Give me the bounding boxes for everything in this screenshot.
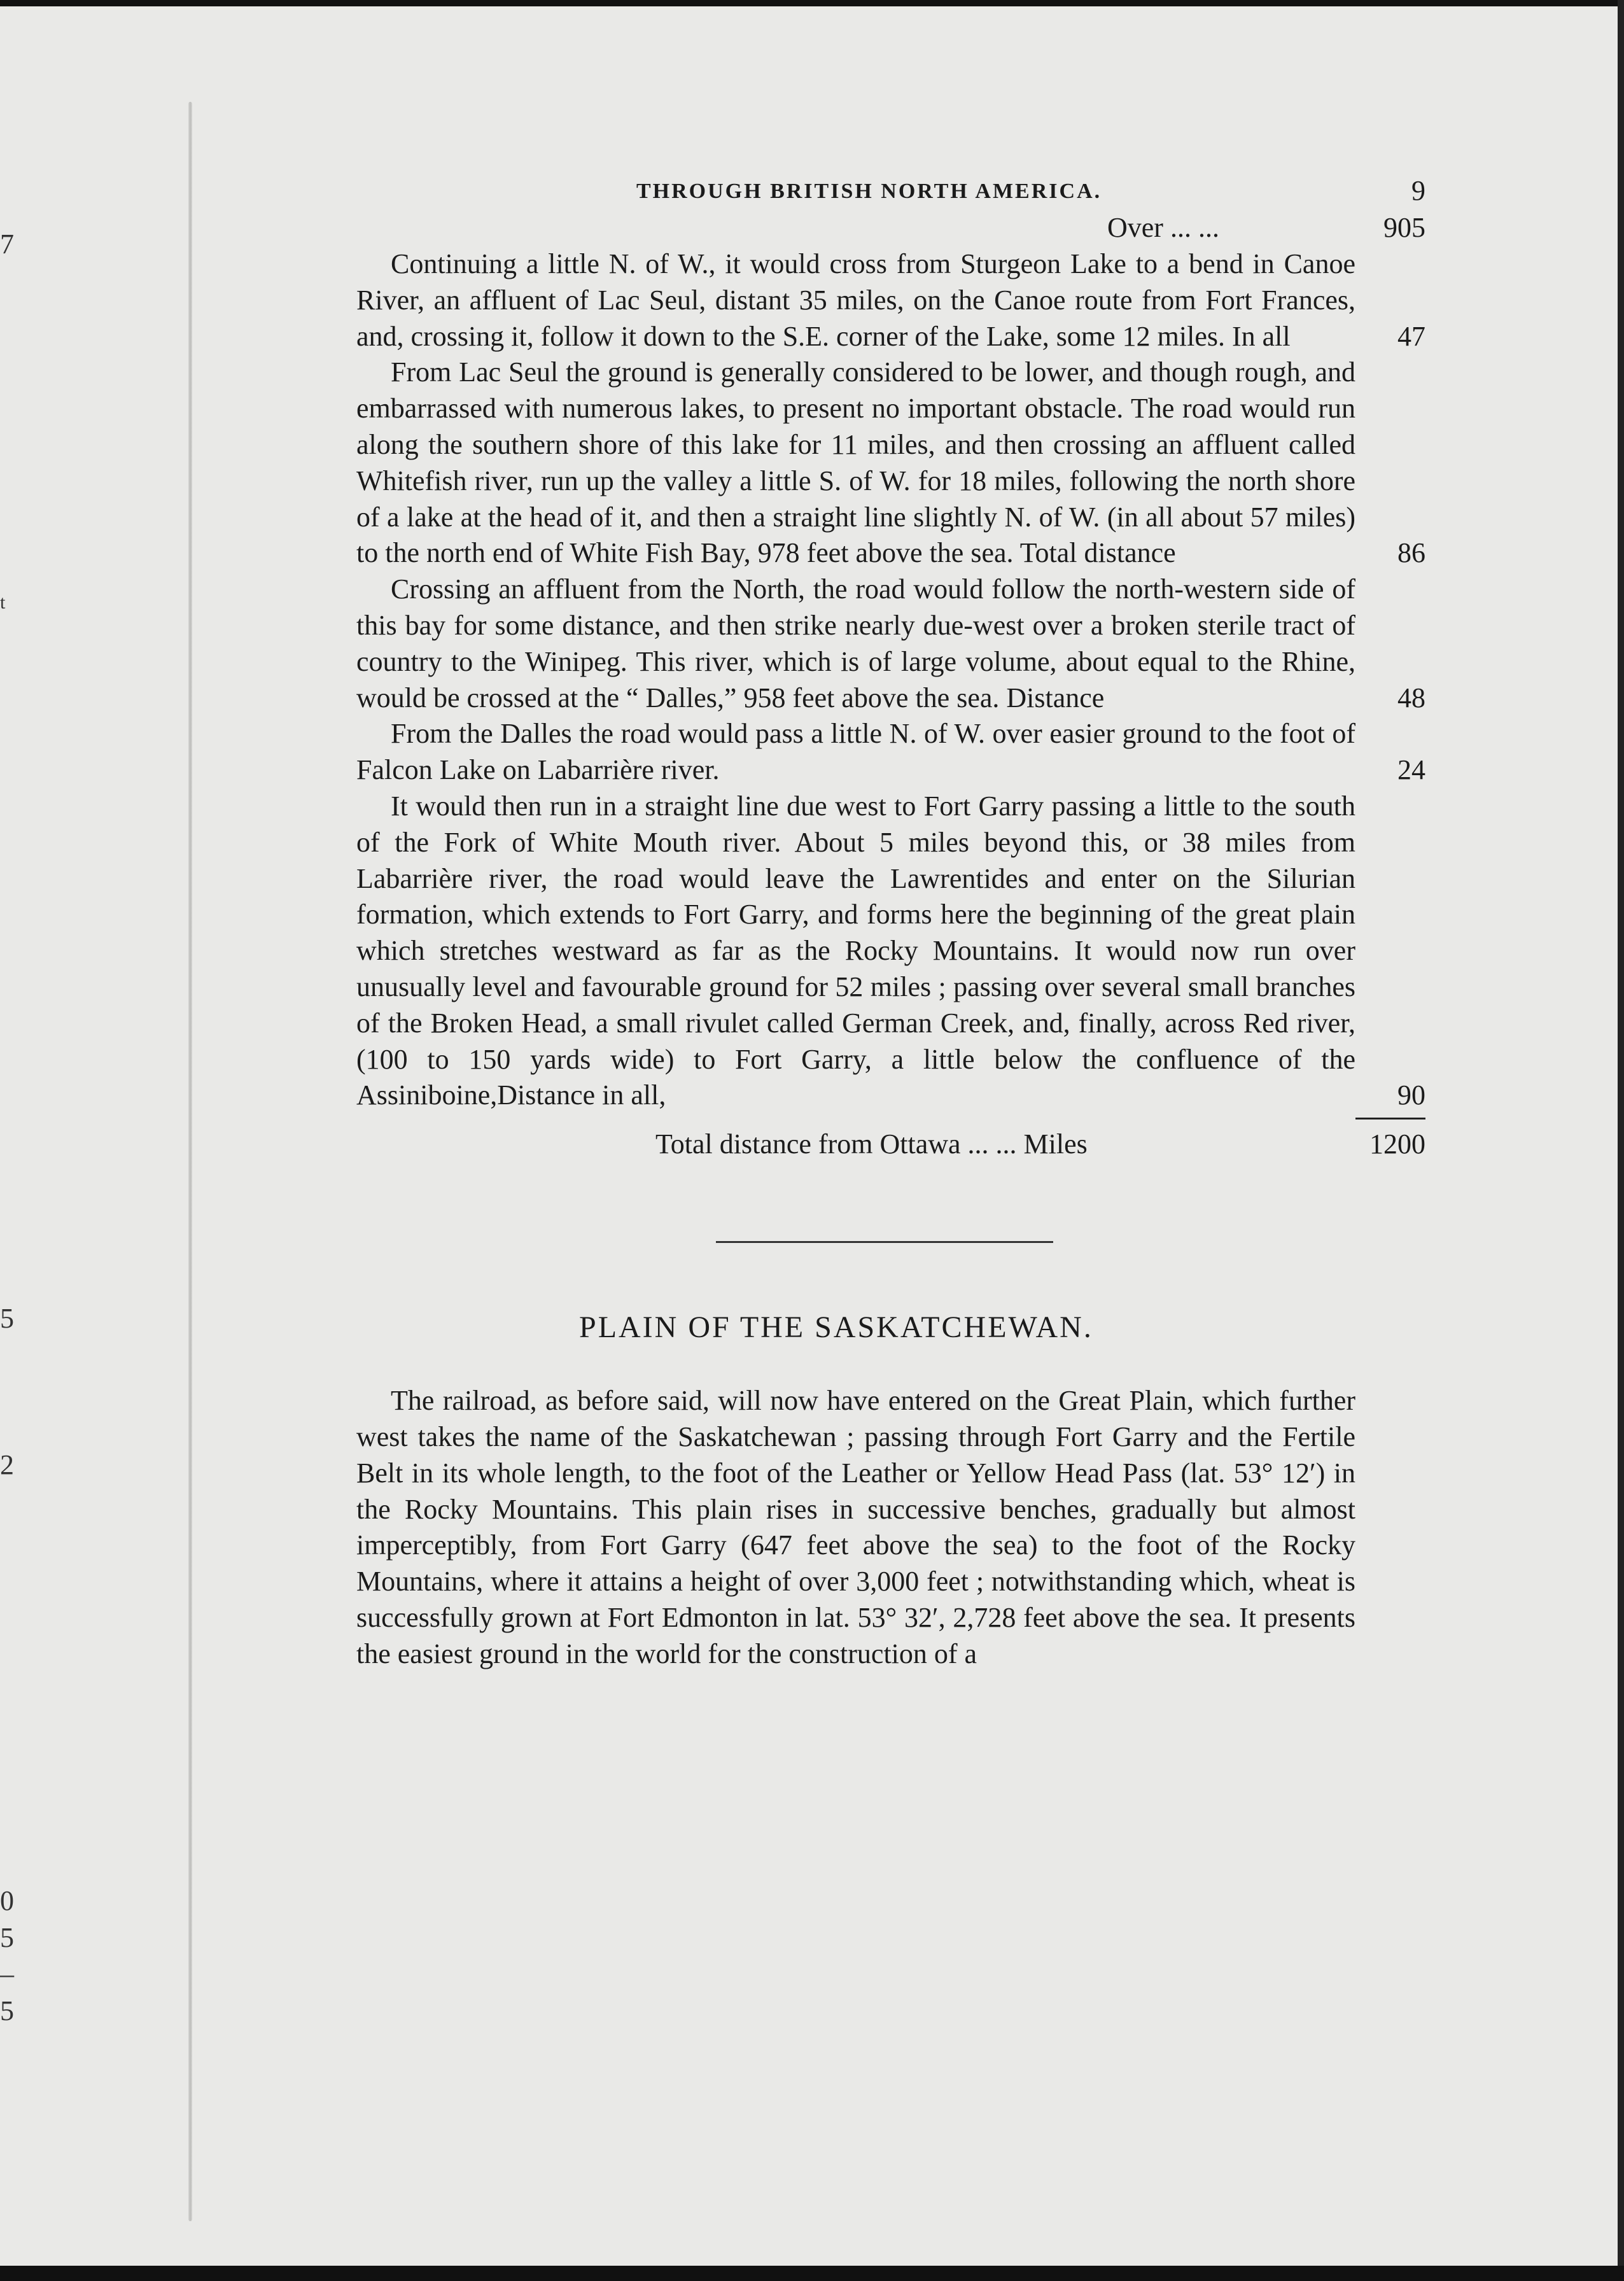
distance-ledger xyxy=(356,210,1425,1165)
margin-fragment: 2 xyxy=(0,1449,14,1480)
running-title: THROUGH BRITISH NORTH AMERICA. xyxy=(636,179,1102,203)
ledger-entry xyxy=(356,572,1425,716)
ledger-entry-miles: 48 xyxy=(1397,682,1425,713)
ledger-entry-text: It would then run in a straight line due west to Fort Garry passing a little to the south of the Fork of White Mouth river. About 5 miles beyond this, or 38 miles from Labarrière river, the road would leave the Lawrentides and enter on the Silurian formation, which extends to Fort Garry, and forms here the beginning of the great plain which stretches westward as far as the Rocky Mountains. It would now run over unusually level and favourable ground for 52 miles ; passing over several small branches of the Broken Head, a small rivulet called German Creek, and, finally, across Red river, (100 to 150 yards wide) to Fort Garry, a little below the confluence of the Assiniboine,Distance in all, xyxy=(356,790,1355,1111)
sum-rule xyxy=(1355,1118,1425,1119)
section-body xyxy=(356,1383,1355,1672)
margin-fragment: 0 xyxy=(0,1885,14,1916)
ledger-entry-text: Continuing a little N. of W., it would cross from Sturgeon Lake to a bend in Canoe River, an affluent of Lac Seul, distant 35 miles, on the Canoe route from Fort Frances, and, crossing it, follow it down to the S.E. corner of the Lake, some 12 miles. In all xyxy=(356,248,1355,352)
scan-bottom-edge xyxy=(0,2266,1624,2281)
total-label: Total distance from Ottawa ... ... Miles xyxy=(655,1128,1088,1160)
carried-over-label: Over ... ... xyxy=(1107,212,1219,243)
ledger-entry xyxy=(356,246,1425,354)
ledger-entry-text: From Lac Seul the ground is generally considered to be lower, and though rough, and embarrassed with numerous lakes, to present no important obstacle. The road would run along the southern shore of this lake for 11 miles, and then crossing an affluent called Whitefish river, run up the valley a little S. of W. for 18 miles, following the north shore of a lake at the head of it, and then a straight line slightly N. of W. (in all about 57 miles) to the north end of White Fish Bay, 978 feet above the sea. Total distance xyxy=(356,356,1355,569)
ledger-entry-miles: 24 xyxy=(1397,754,1425,786)
total-value: 1200 xyxy=(1369,1128,1425,1160)
scan-top-edge xyxy=(0,0,1624,6)
binding-gutter xyxy=(188,102,192,2221)
margin-fragment: 5 xyxy=(0,1995,14,2026)
scan-right-edge xyxy=(1618,0,1624,2281)
section-divider xyxy=(716,1241,1053,1243)
section-title: PLAIN OF THE SASKATCHEWAN. xyxy=(579,1310,1093,1345)
ledger-entry-miles: 47 xyxy=(1397,320,1425,352)
ledger-entry-miles: 90 xyxy=(1397,1079,1425,1111)
ledger-entry xyxy=(356,789,1425,1114)
total-row xyxy=(356,1126,1425,1165)
ledger-entry-miles: 86 xyxy=(1397,537,1425,569)
ledger-entry xyxy=(356,354,1425,572)
ledger-entry-text: Crossing an affluent from the North, the road would follow the north-western side of this bay for some distance, and then strike nearly due-west over a broken sterile tract of country to the Winipeg. This river, which is of large volume, about equal to the Rhine, would be crossed at the “ Dalles,” 958 feet above the sea. Distance xyxy=(356,573,1355,713)
margin-fragment: – xyxy=(0,1958,14,1990)
page-content xyxy=(356,172,1425,1673)
carried-over-value: 905 xyxy=(1383,212,1425,243)
margin-fragment: t xyxy=(0,592,6,613)
running-head xyxy=(356,172,1425,210)
margin-fragment: 7 xyxy=(0,228,14,260)
carried-over-row xyxy=(356,210,1425,246)
ledger-entry xyxy=(356,716,1425,789)
margin-fragment: 5 xyxy=(0,1303,14,1334)
page-number: 9 xyxy=(1411,175,1425,206)
ledger-entry-text: From the Dalles the road would pass a little N. of W. over easier ground to the foot of Falcon Lake on Labarrière river. xyxy=(356,718,1355,786)
margin-fragment: 5 xyxy=(0,1922,14,1953)
section-paragraph: The railroad, as before said, will now have entered on the Great Plain, which further west takes the name of the Saskatchewan ; passing through Fort Garry and the Fertile Belt in its whole length, to the foot of the Leather or Yellow Head Pass (lat. 53° 12′) in the Rocky Mountains. This plain rises in successive benches, gradually but almost imperceptibly, from Fort Garry (647 feet above the sea) to the foot of the Rocky Mountains, where it attains a height of over 3,000 feet ; notwithstanding which, wheat is successfully grown at Fort Edmonton in lat. 53° 32′, 2,728 feet above the sea. It presents the easiest ground in the world for the construction of a xyxy=(356,1385,1355,1669)
